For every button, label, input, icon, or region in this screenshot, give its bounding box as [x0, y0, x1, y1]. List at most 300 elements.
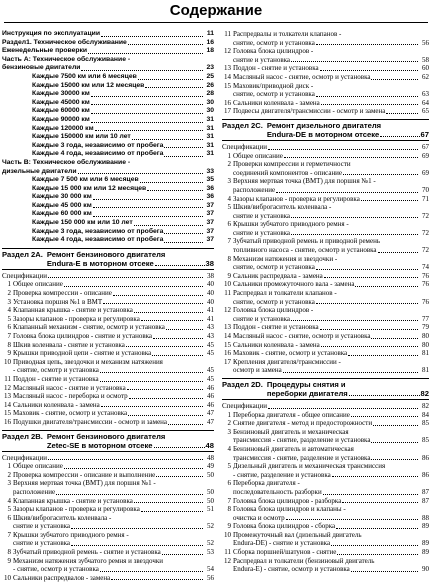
entry-page-number: 11 [206, 30, 214, 37]
dot-leader [320, 70, 418, 71]
entry-page-number: 74 [422, 263, 429, 272]
entry-title: Переборка двигателя - общее описание [233, 410, 350, 419]
entry-number: 9 [227, 271, 231, 280]
entry-number: 5 [7, 505, 11, 514]
entry-page-number: 31 [206, 150, 214, 158]
toc-entry [2, 82, 214, 91]
dot-leader [164, 156, 203, 157]
dot-leader [147, 190, 203, 191]
section-heading [2, 430, 214, 452]
entry-title: Маховик - снятие, осмотр и установка [233, 349, 348, 358]
entry-title: Сальники коленвала - замена [233, 340, 320, 349]
entry-page-number: 31 [206, 141, 214, 149]
entry-page-number: 33 [206, 167, 214, 175]
toc-entry [222, 332, 429, 341]
entry-title: Каждые 150 000 км или 10 лет [32, 219, 133, 227]
dot-leader [291, 61, 418, 62]
entry-title: Спецификации [2, 271, 47, 280]
toc-entry [222, 323, 429, 332]
dot-leader [291, 217, 418, 218]
entry-number: 10 [4, 357, 11, 366]
section-title-line1: Ремонт дизельного двигателя [266, 120, 382, 130]
section-heading [222, 119, 429, 141]
dot-leader [48, 459, 203, 460]
entry-number: 2 [227, 419, 231, 428]
toc-entry [222, 531, 429, 540]
dot-leader [71, 545, 203, 546]
dot-leader [145, 87, 203, 88]
entry-title: Endura-DE) - снятие и установка [233, 539, 331, 548]
entry-page-number: 35 [206, 176, 214, 184]
toc-entry [2, 522, 214, 531]
entry-number: 8 [7, 548, 11, 557]
section-title [267, 380, 429, 398]
entry-page-number: 58 [422, 55, 429, 64]
entry-page-number: 76 [422, 297, 429, 306]
section-title [47, 432, 214, 450]
toc-entry [222, 341, 429, 350]
toc-entry [222, 212, 429, 221]
entry-title: Головка блока цилиндров - снятие и установка [13, 332, 153, 340]
dot-leader [78, 173, 203, 174]
toc-entry [222, 99, 429, 108]
entry-number: 6 [227, 479, 231, 488]
dot-leader [132, 139, 203, 140]
entry-page-number: 37 [206, 219, 214, 227]
entry-number: 16 [224, 349, 231, 358]
entry-number: 1 [7, 280, 11, 289]
entry-number: 8 [227, 254, 231, 263]
entry-title: последовательность разборки [233, 487, 322, 496]
entry-title: Каждые 45000 км [32, 98, 90, 106]
entry-title: Каждые 4 года, независимо от пробега [32, 236, 164, 244]
entry-page-number: 46 [207, 400, 214, 409]
page-header [0, 0, 432, 32]
toc-entry [2, 565, 214, 574]
entry-title: Маховик/приводной диск - [233, 81, 314, 90]
dot-leader [351, 571, 418, 572]
dot-leader [88, 53, 203, 54]
entry-page-number: 89 [422, 522, 429, 531]
entry-page-number: 70 [422, 185, 429, 194]
toc-entry [2, 133, 214, 142]
toc-entry [2, 471, 214, 480]
toc-entry [2, 193, 214, 202]
entry-page-number: 81 [422, 349, 429, 358]
entry-number: 16 [224, 98, 231, 107]
entry-page-number: 40 [207, 289, 214, 298]
entry-page-number: 76 [422, 280, 429, 289]
dot-leader [153, 338, 203, 339]
toc-entry [222, 272, 429, 281]
entry-number: 10 [224, 280, 231, 289]
entry-title: Каждые 150000 км или 10 лет [32, 133, 131, 141]
dot-leader [371, 79, 418, 80]
entry-page-number: 63 [422, 90, 429, 99]
dot-leader [283, 372, 418, 373]
entry-title: Крышки зубчатого приводного ремня - [13, 530, 129, 539]
dot-leader [320, 329, 418, 330]
toc-right-column [222, 30, 429, 574]
entry-title: Головка блока цилиндров - сборка [233, 522, 336, 531]
entry-page-number: 69 [422, 151, 429, 160]
entry-title: снятие и установка [233, 228, 291, 237]
toc-entry [2, 366, 214, 375]
entry-page-number: 53 [207, 548, 214, 557]
toc-entry [2, 488, 214, 497]
entry-title: Часть В: Техническое обслуживание - [2, 158, 131, 166]
dot-leader [321, 104, 418, 105]
dot-leader [291, 234, 418, 235]
dot-leader [361, 200, 418, 201]
entry-number: 6 [227, 220, 231, 229]
entry-title: Верхняя мертвая точка (ВМТ) для поршня №1 - [233, 177, 376, 186]
entry-page-number: 52 [207, 539, 214, 548]
dot-leader [291, 320, 418, 321]
toc-entry [2, 497, 214, 506]
entry-title: Инструкция по эксплуатации [2, 30, 100, 37]
toc-entry [222, 203, 429, 212]
entry-number: 9 [7, 556, 11, 565]
entry-title: Механизм натяжения зубчатого ремня и звездочки [13, 556, 164, 565]
entry-page-number: 56 [207, 573, 214, 582]
dot-leader [156, 476, 203, 477]
dot-leader [64, 468, 203, 469]
entry-title: Каждые 45 000 км [32, 201, 92, 209]
entry-title: Каждые 4 года, независимо от пробега [32, 150, 164, 158]
entry-page-number: 26 [206, 81, 214, 89]
toc-entry [2, 107, 214, 116]
section-title-line2-text: переборки двигателя [266, 388, 348, 398]
toc-entry [222, 82, 429, 91]
dot-leader [141, 511, 203, 512]
entry-title: Каждые 30000 км [32, 90, 90, 98]
toc-entry [222, 255, 429, 264]
entry-title: Зубчатый приводной ремень и приводной ремень [233, 237, 381, 246]
entry-title: Масляный насос - снятие, осмотр и установка [233, 72, 371, 81]
entry-title: Поддон - снятие и установка [233, 64, 319, 73]
entry-title: Общее описание [13, 462, 63, 471]
entry-title: дизельные двигатели [2, 167, 77, 175]
toc-entry [222, 143, 429, 152]
entry-page-number: 38 [207, 271, 214, 280]
entry-title: Подушки двигателя/трансмиссии - осмотр и замена [13, 417, 168, 426]
entry-title: - снятие, осмотр и установка [13, 366, 99, 375]
toc-entry [2, 210, 214, 219]
entry-page-number: 77 [422, 314, 429, 323]
entry-title: Маховик - снятие, осмотр и установка [13, 409, 128, 418]
entry-number: 4 [7, 306, 11, 315]
entry-title: Шкив/виброгаситель коленвала - [13, 513, 112, 522]
entry-title: Шкив/виброгаситель коленвала - [233, 203, 332, 212]
entry-title: Масляный насос - снятие и установка [13, 383, 126, 392]
dot-leader [128, 44, 203, 45]
entry-page-number: 52 [207, 522, 214, 531]
toc-entry [2, 168, 214, 177]
toc-entry [222, 402, 429, 411]
entry-page-number: 23 [206, 64, 214, 72]
entry-title: Каждые 60000 км [32, 107, 90, 115]
entry-title: расположение [13, 487, 56, 496]
entry-page-number: 30 [206, 107, 214, 115]
entry-title: Каждые 120000 км [32, 124, 94, 132]
entry-title: снятие и установка [233, 314, 291, 323]
entry-page-number: 48 [207, 453, 214, 462]
entry-page-number: 87 [422, 487, 429, 496]
section-page-number: 48 [205, 440, 214, 450]
toc-entry [222, 177, 429, 186]
entry-number: 8 [7, 340, 11, 349]
entry-page-number: 85 [422, 419, 429, 428]
toc-entry [222, 152, 429, 161]
entry-number: 12 [224, 556, 231, 565]
dot-leader [316, 44, 418, 45]
entry-page-number: 36 [206, 184, 214, 192]
toc-entry [2, 341, 214, 350]
toc-entry [222, 186, 429, 195]
entry-title: снятие и установка [233, 211, 291, 220]
entry-page-number: 72 [422, 211, 429, 220]
toc-entry [222, 411, 429, 420]
entry-page-number: 86 [422, 470, 429, 479]
entry-title: Крепления двигателя/трансмиссии - [233, 357, 341, 366]
section-heading [2, 248, 214, 270]
toc-entry [222, 454, 429, 463]
dot-leader [336, 528, 418, 529]
dot-leader [348, 355, 418, 356]
entry-title: Масляный насос - переборка и осмотр [13, 392, 128, 401]
entry-page-number: 18 [206, 47, 214, 55]
entry-number: 14 [224, 72, 231, 81]
section-title-line1: Ремонт бензинового двигателя [46, 249, 166, 259]
entry-title: Крышки приводной цепи - снятие и установка [13, 349, 152, 358]
entry-number: 13 [224, 323, 231, 332]
entry-number: 2 [227, 160, 231, 169]
section-code: Раздел 2С. [222, 120, 263, 130]
entry-title: Подвесы двигателя/трансмиссии - осмотр и замена [233, 107, 386, 116]
dot-leader [91, 122, 203, 123]
toc-entry [2, 392, 214, 401]
entry-page-number: 47 [207, 409, 214, 418]
entry-page-number: 90 [422, 565, 429, 574]
entry-page-number: 45 [207, 340, 214, 349]
dot-leader [276, 192, 418, 193]
entry-number: 11 [224, 30, 231, 38]
dot-leader [386, 113, 418, 114]
section-title-line1: Процедуры снятия и [266, 379, 346, 389]
entry-title: осмотр и замена [233, 366, 282, 375]
entry-page-number: 16 [206, 38, 214, 46]
dot-leader [349, 389, 420, 396]
dot-leader [343, 174, 418, 175]
dot-leader [168, 424, 203, 425]
entry-page-number: 64 [422, 98, 429, 107]
entry-page-number: 46 [207, 383, 214, 392]
entry-title: Зазоры клапанов - проверка и регулировка [233, 194, 360, 203]
entry-number: 3 [7, 479, 11, 488]
entry-page-number: 56 [422, 38, 429, 47]
entry-number: 10 [4, 573, 11, 582]
toc-entry [222, 298, 429, 307]
entry-number: 16 [4, 417, 11, 426]
toc-entry [2, 150, 214, 159]
dot-leader [323, 494, 418, 495]
entry-title: Каждые 30 000 км [32, 193, 92, 201]
dot-leader [380, 130, 419, 137]
section-code: Раздел 2В. [2, 431, 43, 441]
toc-entry [222, 64, 429, 73]
toc-entry [2, 505, 214, 514]
toc-entry [2, 479, 214, 488]
entry-title: Проверка компрессии - описание [13, 289, 112, 298]
dot-leader [152, 355, 203, 356]
entry-page-number: 87 [422, 496, 429, 505]
entry-title: Верхняя мертвая точка (ВМТ) для поршня №1 - [13, 479, 156, 488]
dot-leader [351, 416, 418, 417]
toc-entry [2, 272, 214, 281]
toc-entry [2, 462, 214, 471]
dot-leader [64, 286, 203, 287]
entry-page-number: 54 [207, 565, 214, 574]
dot-leader [95, 130, 203, 131]
toc-entry [2, 418, 214, 427]
dot-leader [378, 252, 418, 253]
entry-page-number: 51 [207, 505, 214, 514]
toc-entry [2, 236, 214, 245]
entry-title: соединений компонентов - описание [233, 168, 343, 177]
entry-title: Сальники коленвала - замена [233, 98, 320, 107]
toc-entry [2, 574, 214, 582]
entry-number: 10 [224, 530, 231, 539]
toc-entry [222, 479, 429, 488]
entry-title: Каждые 60 000 км [32, 210, 92, 218]
dot-leader [316, 96, 418, 97]
entry-number: 8 [227, 505, 231, 514]
dot-leader [129, 398, 203, 399]
toc-entry [2, 116, 214, 125]
entry-number: 1 [227, 410, 231, 419]
entry-title: Снятие двигателя - метод и предосторожности [233, 419, 373, 428]
dot-leader [100, 381, 203, 382]
entry-title: Еженедельные проверки [2, 47, 88, 55]
toc-entry [2, 176, 214, 185]
entry-title: снятие, осмотр и установка [233, 297, 315, 306]
entry-title: Клапанный механизм - снятие, осмотр и установка [13, 323, 165, 332]
toc-entry [2, 358, 214, 367]
toc-entry [222, 349, 429, 358]
entry-title: Клапанная крышка - снятие и установка [13, 306, 133, 315]
toc-entry [222, 557, 429, 566]
entry-page-number: 37 [206, 210, 214, 218]
section-title-line2 [267, 389, 429, 398]
entry-page-number: 85 [422, 436, 429, 445]
page-title: Содержание [169, 2, 263, 19]
entry-title: трансмиссия - снятие, разделение и установка [233, 453, 371, 462]
entry-number: 15 [224, 340, 231, 349]
dot-leader [154, 441, 205, 448]
dot-leader [268, 408, 418, 409]
entry-title: Спецификации [222, 142, 267, 151]
entry-title: Механизм натяжения и звездочки - [233, 254, 338, 263]
dot-leader [134, 312, 203, 313]
toc-entry [222, 565, 429, 574]
entry-page-number: 50 [207, 470, 214, 479]
toc-entry [2, 401, 214, 410]
entry-number: 13 [224, 64, 231, 73]
dot-leader [127, 389, 203, 390]
toc-entry [222, 505, 429, 514]
entry-title: Крышки зубчатого приводного ремня - [233, 220, 349, 229]
toc-entry [2, 99, 214, 108]
entry-number: 1 [227, 151, 231, 160]
toc-entry [222, 428, 429, 437]
dot-leader [100, 571, 203, 572]
entry-number: 15 [224, 81, 231, 90]
entry-number: 4 [227, 194, 231, 203]
dot-leader [128, 415, 203, 416]
entry-title: Проверки компрессии и герметичности [233, 160, 351, 169]
entry-page-number: 89 [422, 539, 429, 548]
entry-title: Распредвал и толкатели клапанов - [233, 289, 337, 298]
entry-page-number: 89 [422, 548, 429, 557]
dot-leader [286, 519, 418, 520]
entry-title: Головка блока цилиндров - [233, 306, 314, 315]
entry-number: 5 [7, 314, 11, 323]
entry-page-number: 31 [206, 133, 214, 141]
entry-title: Endura-E) - снятие, осмотр и установка [233, 565, 350, 574]
dot-leader [91, 96, 203, 97]
toc-entry [222, 548, 429, 557]
entry-number: 3 [227, 177, 231, 186]
toc-entry [222, 169, 429, 178]
entry-title: Сальник распредвала - замена [233, 271, 323, 280]
entry-title: Промежуточный вал (дизельный двигатель [233, 530, 362, 539]
toc-entry [2, 30, 214, 39]
toc-entry [2, 375, 214, 384]
entry-number: 5 [227, 462, 231, 471]
toc-left-column [2, 30, 214, 582]
entry-number: 12 [4, 383, 11, 392]
entry-number: 9 [227, 522, 231, 531]
entry-title: Часть А: Техническое обслуживание - [2, 55, 131, 63]
entry-page-number: 60 [422, 64, 429, 73]
entry-page-number: 45 [207, 374, 214, 383]
entry-page-number: 72 [422, 246, 429, 255]
entry-number: 14 [224, 332, 231, 340]
toc-entry [222, 237, 429, 246]
dot-leader [162, 554, 203, 555]
entry-title: Головка блока цилиндров и клапаны - [233, 505, 346, 514]
entry-page-number: 36 [206, 193, 214, 201]
section-title-line2-text: Endura-E в моторном отсеке [46, 258, 154, 268]
entry-page-number: 40 [207, 280, 214, 289]
entry-number: 4 [227, 444, 231, 453]
dot-leader [93, 216, 203, 217]
dot-leader [268, 149, 418, 150]
entry-number: 12 [224, 306, 231, 315]
toc-entry [2, 202, 214, 211]
entry-number: 13 [4, 392, 11, 401]
entry-title: Дизельный двигатель и механическая трансмиссия [233, 462, 386, 471]
toc-entry [222, 366, 429, 375]
toc-entry [2, 514, 214, 523]
entry-title: Зазоры клапанов - проверка и регулировка [13, 505, 140, 514]
toc-entry [2, 315, 214, 324]
toc-entry [222, 522, 429, 531]
entry-title: снятие, осмотр и установка [233, 263, 315, 272]
dot-leader [101, 36, 203, 37]
toc-entry [222, 30, 429, 39]
